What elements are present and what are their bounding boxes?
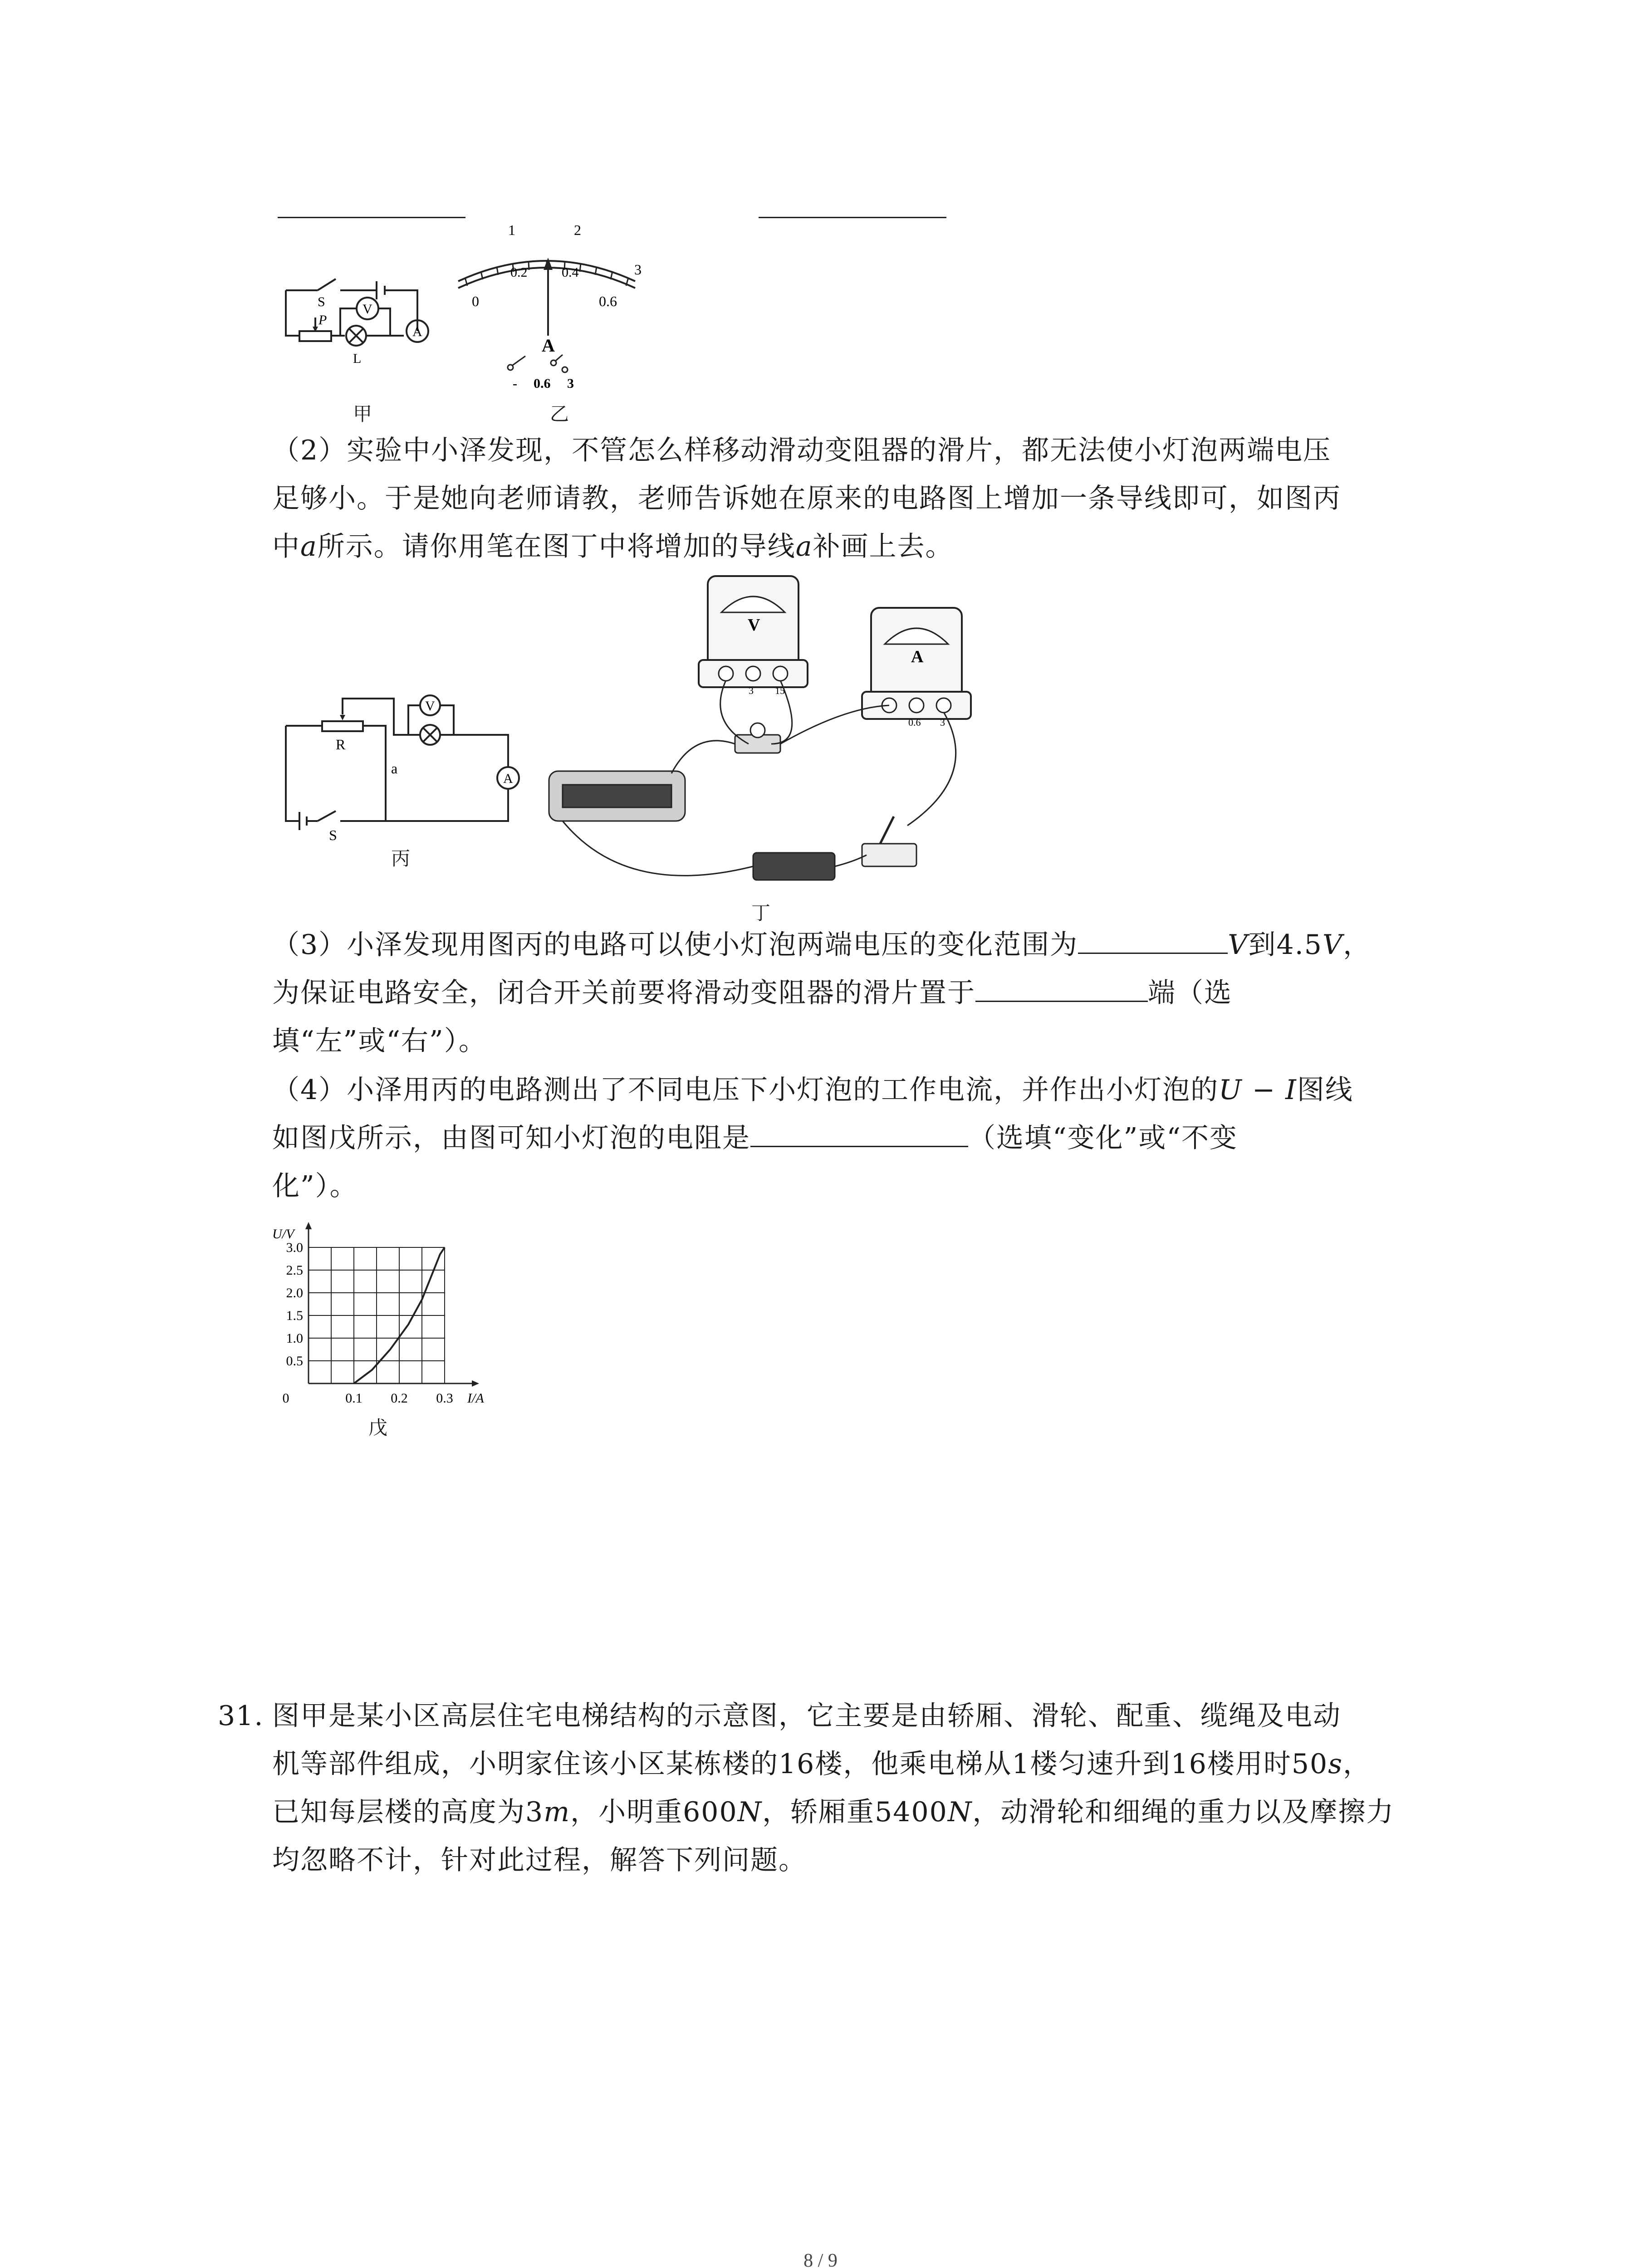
jia-lamp-label: L bbox=[353, 351, 362, 366]
q31-line1: 图甲是某小区高层住宅电梯结构的示意图，它主要是由轿厢、滑轮、配重、缆绳及电动 bbox=[272, 1700, 1341, 1732]
y-tick-label: 3.0 bbox=[286, 1240, 303, 1255]
x-tick-label: 0.1 bbox=[345, 1391, 362, 1406]
figure-ding-apparatus bbox=[535, 572, 989, 907]
page-number: 8 / 9 bbox=[803, 2250, 838, 2268]
q3-text bbox=[272, 921, 1452, 1065]
y-tick-label: 2.0 bbox=[286, 1286, 303, 1300]
bing-voltmeter-label: V bbox=[425, 699, 435, 714]
q31-line3-b: ，小明重600 bbox=[570, 1796, 738, 1828]
yi-top-tick-2: 2 bbox=[574, 222, 581, 238]
q2-line3-a: 中 bbox=[272, 531, 300, 562]
yi-bottom-tick-2: 0.4 bbox=[562, 265, 579, 280]
q2-line3-c: 补画上去。 bbox=[813, 531, 954, 562]
ding-a-terminal-06: 0.6 bbox=[908, 717, 921, 728]
x-axis-arrow bbox=[472, 1380, 479, 1387]
q31-line2 bbox=[272, 1740, 1452, 1788]
figure-jia-label: 甲 bbox=[353, 403, 372, 425]
yi-bottom-tick-0: 0 bbox=[472, 293, 479, 309]
x-axis-label: I/A bbox=[467, 1391, 484, 1406]
jia-switch-label: S bbox=[318, 294, 325, 309]
q31-unit-s: s bbox=[1328, 1748, 1343, 1780]
q3-line2-b: 端（选 bbox=[1148, 977, 1232, 1009]
q3-line1-a: （3）小泽发现用图丙的电路可以使小灯泡两端电压的变化范围为 bbox=[272, 929, 1078, 961]
figure-bing-label: 丙 bbox=[391, 847, 411, 870]
q3-line1-c: ， bbox=[1343, 929, 1372, 961]
q2-text bbox=[272, 426, 1452, 571]
q4-var-i: I bbox=[1285, 1074, 1297, 1106]
yi-bottom-tick-1: 0.2 bbox=[510, 265, 528, 280]
ding-ammeter-label: A bbox=[911, 647, 924, 666]
q4-line1-a: （4）小泽用丙的电路测出了不同电压下小灯泡的工作电流，并作出小灯泡的 bbox=[272, 1074, 1219, 1106]
figure-yi-ammeter-dial bbox=[445, 213, 653, 395]
yi-terminal-3: 3 bbox=[567, 376, 574, 391]
q31-unit-m: m bbox=[544, 1796, 571, 1828]
q3-line1-b: 到4.5 bbox=[1248, 929, 1323, 961]
answer-blank-top-left[interactable] bbox=[278, 217, 465, 218]
q2-var-a: a bbox=[300, 531, 318, 562]
jia-ammeter-label: A bbox=[412, 324, 422, 339]
yi-terminal-minus: - bbox=[513, 376, 517, 391]
x-tick-label: 0 bbox=[282, 1391, 289, 1406]
q4-line2-b: （选填“变化”或“不变 bbox=[968, 1122, 1238, 1154]
q3-unit-v2: V bbox=[1322, 929, 1343, 961]
q31-line3-c: ，轿厢重5400 bbox=[762, 1796, 948, 1828]
q3-blank-min-voltage[interactable] bbox=[1078, 929, 1228, 954]
q31-number: 31. bbox=[218, 1700, 264, 1732]
yi-top-tick-1: 1 bbox=[508, 222, 515, 238]
q2-line3-b: 所示。请你用笔在图丁中将增加的导线 bbox=[317, 531, 796, 562]
q4-line2-a: 如图戊所示，由图可知小灯泡的电阻是 bbox=[272, 1122, 750, 1154]
yi-terminal-06: 0.6 bbox=[534, 376, 551, 391]
ding-v-terminal-15: 15 bbox=[775, 685, 785, 696]
q31-line4: 均忽略不计，针对此过程，解答下列问题。 bbox=[272, 1844, 807, 1876]
q4-blank-resistance[interactable] bbox=[750, 1122, 968, 1147]
q3-unit-v: V bbox=[1228, 929, 1249, 961]
answer-blank-top-right[interactable] bbox=[759, 217, 946, 218]
figure-bing-circuit bbox=[272, 671, 526, 844]
q2-var-a2: a bbox=[795, 531, 813, 562]
jia-voltmeter-label: V bbox=[362, 302, 372, 317]
q31-line3 bbox=[272, 1788, 1452, 1836]
ding-a-terminal-3: 3 bbox=[940, 717, 945, 728]
q3-line3: 填“左”或“右”）。 bbox=[272, 1025, 487, 1057]
q31-text bbox=[272, 1692, 1452, 1884]
q31-unit-n: N bbox=[737, 1796, 763, 1828]
q31-line2-b: ， bbox=[1343, 1748, 1372, 1780]
y-axis-arrow bbox=[305, 1222, 312, 1229]
q2-line2: 足够小。于是她向老师请教，老师告诉她在原来的电路图上增加一条导线即可，如图丙 bbox=[272, 483, 1341, 514]
q4-text bbox=[272, 1066, 1452, 1210]
q3-line2 bbox=[272, 969, 1452, 1017]
q3-blank-slider-end[interactable] bbox=[975, 977, 1148, 1002]
ding-v-terminal-3: 3 bbox=[749, 685, 754, 696]
q4-line3: 化”）。 bbox=[272, 1170, 358, 1202]
figure-yi-label: 乙 bbox=[550, 403, 569, 425]
yi-bottom-tick-3: 0.6 bbox=[599, 293, 617, 309]
q31-line3-d: ，动滑轮和细绳的重力以及摩擦力 bbox=[972, 1796, 1395, 1828]
jia-slider-label: P bbox=[318, 313, 327, 327]
q4-dash: − bbox=[1242, 1074, 1286, 1106]
y-tick-label: 1.5 bbox=[286, 1308, 303, 1323]
q31-line3-a: 已知每层楼的高度为3 bbox=[272, 1796, 544, 1828]
y-tick-label: 2.5 bbox=[286, 1263, 303, 1278]
yi-meter-symbol: A bbox=[542, 335, 555, 356]
y-axis-label: U/V bbox=[272, 1227, 294, 1242]
q4-line2 bbox=[272, 1114, 1452, 1162]
q2-line1: （2）实验中小泽发现，不管怎么样移动滑动变阻器的滑片，都无法使小灯泡两端电压 bbox=[272, 435, 1332, 466]
ding-voltmeter-label: V bbox=[748, 616, 760, 635]
q3-line1 bbox=[272, 921, 1452, 969]
q31-line2-a: 机等部件组成，小明家住该小区某栋楼的16楼，他乘电梯从1楼匀速升到16楼用时50 bbox=[272, 1748, 1328, 1780]
q3-line2-a: 为保证电路安全，闭合开关前要将滑动变阻器的滑片置于 bbox=[272, 977, 975, 1009]
y-tick-label: 0.5 bbox=[286, 1354, 303, 1369]
figure-wu-label: 戊 bbox=[368, 1417, 388, 1439]
figure-wu-chart bbox=[268, 1216, 522, 1406]
bing-switch-label: S bbox=[329, 827, 337, 843]
bing-resistor-label: R bbox=[336, 736, 346, 753]
bing-ammeter-label: A bbox=[503, 771, 513, 786]
q4-var-u: U bbox=[1219, 1074, 1243, 1106]
y-tick-label: 1.0 bbox=[286, 1331, 303, 1346]
q4-line1 bbox=[272, 1066, 1452, 1114]
yi-top-tick-3: 3 bbox=[634, 261, 642, 278]
x-tick-label: 0.3 bbox=[436, 1391, 453, 1406]
figure-ding-label: 丁 bbox=[751, 902, 771, 924]
x-tick-label: 0.2 bbox=[391, 1391, 408, 1406]
figure-jia-circuit bbox=[272, 254, 454, 390]
q4-line1-b: 图线 bbox=[1297, 1074, 1353, 1106]
q31-unit-n2: N bbox=[947, 1796, 973, 1828]
bing-wire-label: a bbox=[391, 760, 398, 777]
q2-line3 bbox=[272, 523, 1452, 571]
